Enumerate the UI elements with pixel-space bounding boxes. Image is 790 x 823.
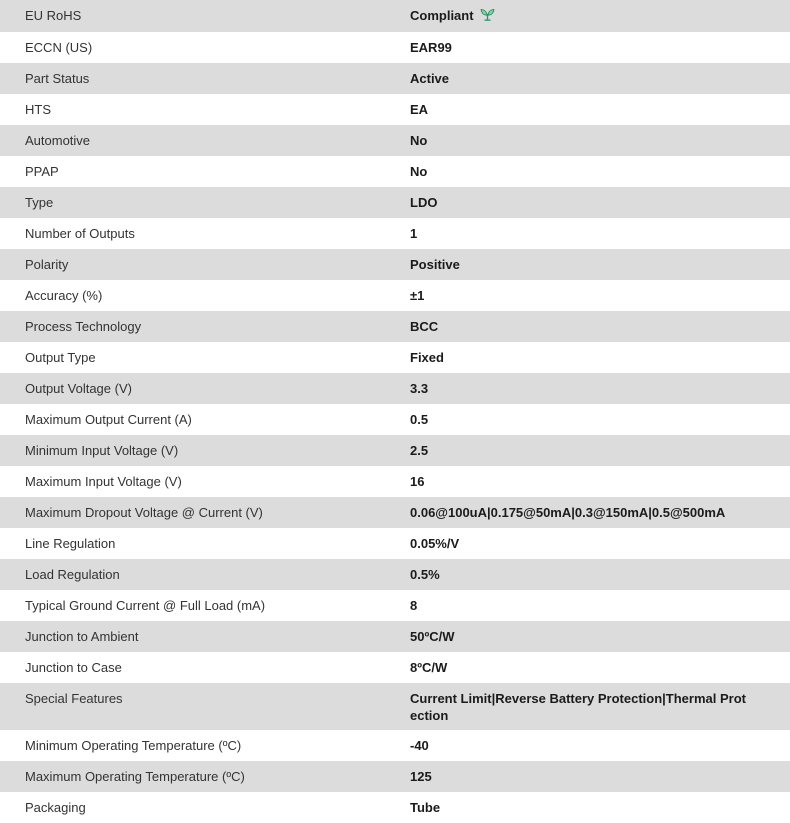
spec-label: Minimum Operating Temperature (ºC)	[25, 738, 242, 753]
spec-label: Maximum Dropout Voltage @ Current (V)	[25, 505, 263, 520]
spec-label: Type	[25, 195, 54, 210]
spec-label: Typical Ground Current @ Full Load (mA)	[25, 598, 266, 613]
spec-value-text: 0.05%/V	[410, 536, 460, 551]
table-row	[0, 187, 790, 218]
spec-label: Part Status	[25, 71, 90, 86]
spec-label: ECCN (US)	[25, 40, 93, 55]
spec-label: Line Regulation	[25, 536, 116, 551]
spec-value-text: LDO	[410, 195, 438, 210]
table-row	[0, 559, 790, 590]
table-row	[0, 621, 790, 652]
spec-value	[410, 621, 790, 651]
table-row	[0, 63, 790, 94]
spec-label: Maximum Output Current (A)	[25, 412, 192, 427]
spec-label: Automotive	[25, 133, 91, 148]
spec-value-text: 3.3	[410, 381, 429, 396]
spec-value	[410, 590, 790, 620]
table-row	[0, 249, 790, 280]
table-row	[0, 404, 790, 435]
spec-value	[410, 404, 790, 434]
spec-label: Packaging	[25, 800, 86, 815]
spec-value-text: Current Limit|Reverse Battery Protection|Thermal Protection	[410, 691, 746, 723]
spec-value-text: 0.5	[410, 412, 429, 427]
spec-label: Number of Outputs	[25, 226, 135, 241]
spec-value	[410, 63, 790, 93]
spec-value	[410, 730, 790, 760]
spec-value	[410, 311, 790, 341]
table-row	[0, 156, 790, 187]
spec-value	[410, 652, 790, 682]
spec-label: EU RoHS	[25, 8, 82, 23]
spec-label: Special Features	[25, 691, 123, 706]
spec-value	[410, 559, 790, 589]
table-row	[0, 311, 790, 342]
spec-label: Load Regulation	[25, 567, 120, 582]
spec-value	[410, 249, 790, 279]
spec-label: Maximum Operating Temperature (ºC)	[25, 769, 245, 784]
table-row	[0, 652, 790, 683]
spec-label: Output Voltage (V)	[25, 381, 132, 396]
spec-value-text: BCC	[410, 319, 439, 334]
spec-value-text: 16	[410, 474, 425, 489]
spec-value-text: Positive	[410, 257, 460, 272]
spec-value	[410, 342, 790, 372]
spec-label: Junction to Case	[25, 660, 122, 675]
spec-value-text: No	[410, 164, 428, 179]
table-row	[0, 683, 790, 730]
table-row	[0, 528, 790, 559]
table-row	[0, 730, 790, 761]
spec-value	[410, 466, 790, 496]
table-row	[0, 792, 790, 823]
spec-value-text: ±1	[410, 288, 425, 303]
spec-value-text: 0.06@100uA|0.175@50mA|0.3@150mA|0.5@500mA	[410, 505, 726, 520]
spec-value	[410, 156, 790, 186]
table-row	[0, 218, 790, 249]
spec-value-text: -40	[410, 738, 429, 753]
table-row	[0, 466, 790, 497]
spec-value-text: 8ºC/W	[410, 660, 448, 675]
table-row	[0, 125, 790, 156]
spec-value-text: 1	[410, 226, 418, 241]
spec-value-text: 50ºC/W	[410, 629, 455, 644]
spec-label: Maximum Input Voltage (V)	[25, 474, 182, 489]
spec-value	[410, 683, 790, 730]
table-row	[0, 0, 790, 32]
table-row	[0, 373, 790, 404]
spec-value-text: EA	[410, 102, 429, 117]
spec-value	[410, 280, 790, 310]
spec-value	[410, 435, 790, 465]
spec-value-text: 125	[410, 769, 432, 784]
table-row	[0, 32, 790, 63]
table-row	[0, 435, 790, 466]
spec-value-text: Fixed	[410, 350, 444, 365]
spec-value-text: Tube	[410, 800, 441, 815]
spec-value	[410, 94, 790, 124]
table-row	[0, 94, 790, 125]
spec-value	[410, 761, 790, 791]
table-row	[0, 590, 790, 621]
spec-value	[410, 0, 790, 32]
table-row	[0, 280, 790, 311]
spec-value	[410, 497, 790, 527]
table-row	[0, 497, 790, 528]
table-row	[0, 342, 790, 373]
spec-label: HTS	[25, 102, 51, 117]
spec-value-text: Compliant	[410, 8, 474, 23]
spec-value	[410, 373, 790, 403]
spec-label: Process Technology	[25, 319, 142, 334]
rohs-leaf-icon[interactable]	[480, 8, 495, 26]
spec-value	[410, 187, 790, 217]
spec-value-text: Active	[410, 71, 450, 86]
spec-value	[410, 125, 790, 155]
spec-value	[410, 792, 790, 822]
spec-label: Polarity	[25, 257, 69, 272]
table-row	[0, 761, 790, 792]
spec-label: PPAP	[25, 164, 59, 179]
spec-value-text: 2.5	[410, 443, 429, 458]
spec-value-text: EAR99	[410, 40, 452, 55]
spec-value-text: No	[410, 133, 428, 148]
spec-value-text: 0.5%	[410, 567, 440, 582]
spec-label: Junction to Ambient	[25, 629, 139, 644]
spec-label: Output Type	[25, 350, 96, 365]
spec-value	[410, 32, 790, 62]
spec-value	[410, 218, 790, 248]
spec-value-text: 8	[410, 598, 418, 613]
spec-label: Accuracy (%)	[25, 288, 103, 303]
spec-value	[410, 528, 790, 558]
spec-label: Minimum Input Voltage (V)	[25, 443, 179, 458]
